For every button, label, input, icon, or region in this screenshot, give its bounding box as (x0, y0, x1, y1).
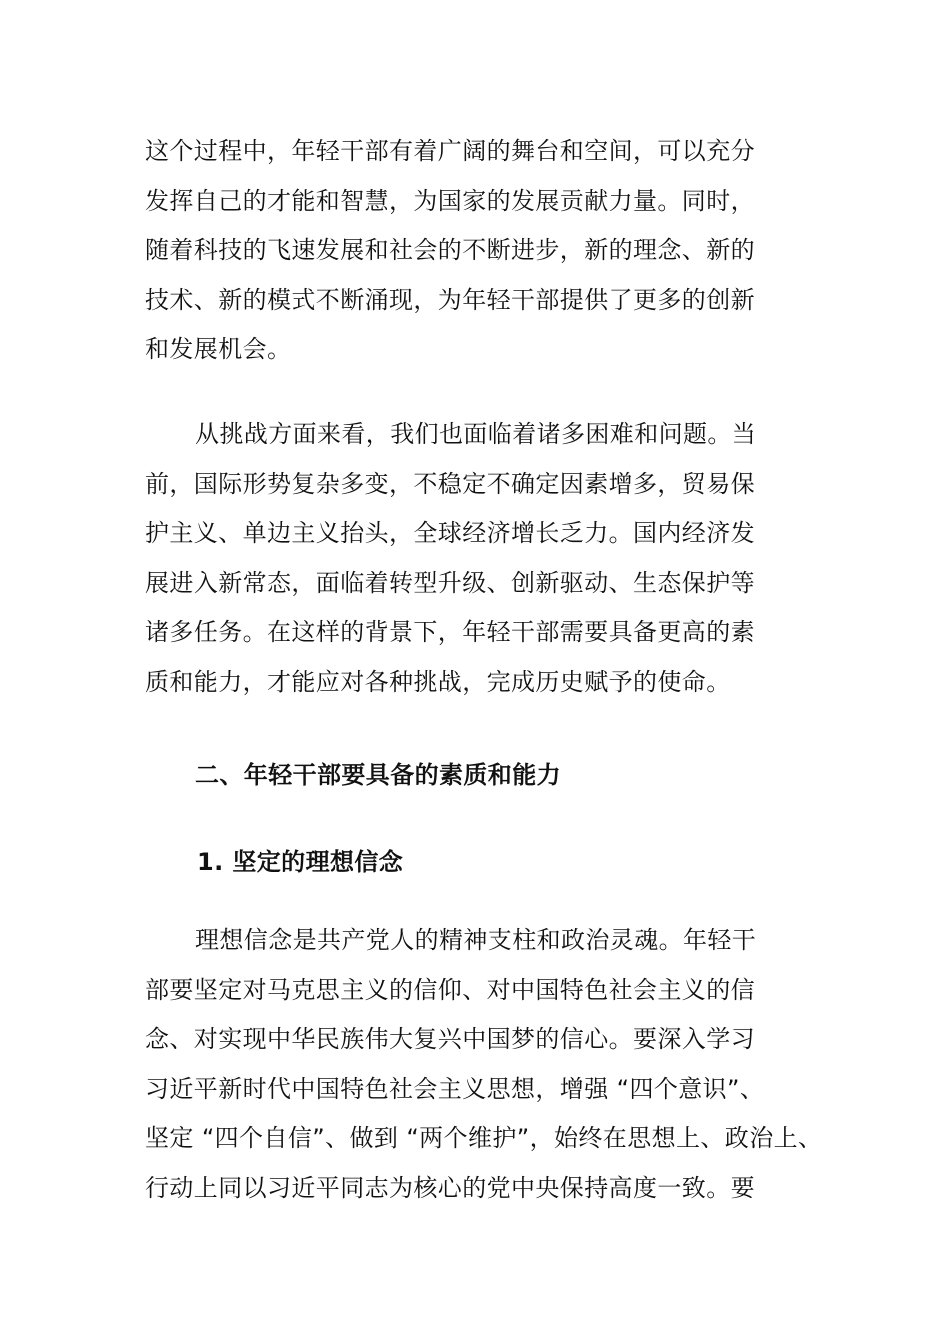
paragraph-opportunities-continued (145, 127, 825, 375)
text-line: 展进入新常态，面临着转型升级、创新驱动、生态保护等 (145, 568, 755, 597)
text-line: 这个过程中，年轻干部有着广阔的舞台和空间，可以充分 (145, 137, 755, 165)
text-line: 部要坚定对马克思主义的信仰、对中国特色社会主义的信 (145, 975, 755, 1004)
text-line: 随着科技的飞速发展和社会的不断进步，新的理念、新的 (145, 236, 755, 264)
text-line: 技术、新的模式不断涌现，为年轻干部提供了更多的创新 (145, 285, 755, 314)
section-heading: 二、年轻干部要具备的素质和能力 (195, 761, 561, 789)
paragraph-challenges (145, 410, 825, 707)
text-line: 前，国际形势复杂多变，不稳定不确定因素增多，贸易保 (145, 469, 755, 498)
text-line: 质和能力，才能应对各种挑战，完成历史赋予的使命。 (145, 667, 731, 696)
text-line: 坚定 “四个自信”、做到 “两个维护”，始终在思想上、政治上、 (145, 1124, 823, 1152)
text-line: 理想信念是共产党人的精神支柱和政治灵魂。年轻干 (195, 926, 757, 954)
text-line: 护主义、单边主义抬头，全球经济增长乏力。国内经济发 (145, 519, 755, 547)
text-line: 行动上同以习近平同志为核心的党中央保持高度一致。要 (145, 1173, 755, 1202)
text-line: 和发展机会。 (145, 335, 292, 363)
subsection-heading: 1. 坚定的理想信念 (197, 848, 404, 876)
text-line: 发挥自己的才能和智慧，为国家的发展贡献力量。同时， (145, 186, 755, 215)
text-line: 从挑战方面来看，我们也面临着诸多困难和问题。当 (195, 420, 757, 448)
paragraph-ideals (145, 916, 825, 1213)
text-line: 念、对实现中华民族伟大复兴中国梦的信心。要深入学习 (145, 1025, 755, 1053)
text-line: 诸多任务。在这样的背景下，年轻干部需要具备更高的素 (145, 618, 755, 646)
text-line: 习近平新时代中国特色社会主义思想，增强 “四个意识”、 (145, 1074, 765, 1103)
